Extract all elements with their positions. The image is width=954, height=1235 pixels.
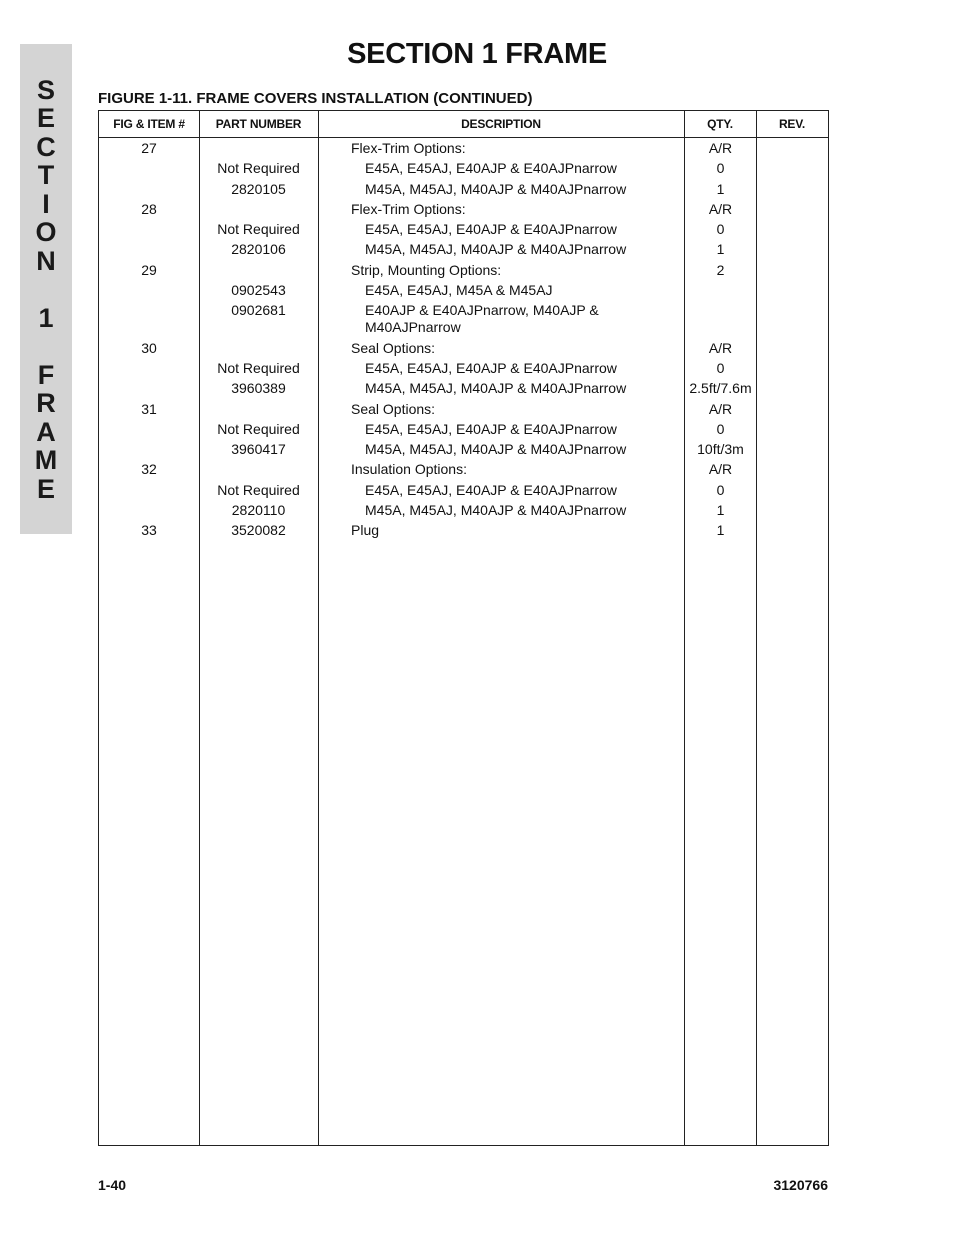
row-quantity: 0 bbox=[716, 160, 725, 177]
row-description: M45A, M45AJ, M40AJP & M40AJPnarrow bbox=[365, 380, 627, 397]
row-description: Strip, Mounting Options: bbox=[351, 261, 502, 278]
header-divider bbox=[99, 137, 828, 138]
table-row bbox=[99, 360, 830, 377]
side-tab-letter: F bbox=[37, 360, 55, 390]
table-row bbox=[99, 160, 830, 177]
row-part-number: Not Required bbox=[217, 221, 300, 238]
table-row bbox=[99, 461, 830, 478]
table-row bbox=[99, 140, 830, 157]
side-tab-letter: E bbox=[36, 103, 55, 133]
row-quantity: 10ft/3m bbox=[697, 441, 744, 458]
row-item-number: 31 bbox=[141, 400, 157, 417]
page-title: SECTION 1 FRAME bbox=[347, 38, 607, 70]
table-row bbox=[99, 221, 830, 238]
header-part-number: PART NUMBER bbox=[215, 117, 302, 131]
side-tab-letter: C bbox=[36, 132, 56, 162]
row-item-number: 30 bbox=[141, 339, 157, 356]
row-quantity: 0 bbox=[716, 359, 725, 376]
row-description: E45A, E45AJ, E40AJP & E40AJPnarrow bbox=[365, 420, 617, 437]
table-row bbox=[99, 241, 830, 258]
row-quantity: A/R bbox=[708, 140, 733, 156]
side-tab-letter: E bbox=[36, 474, 55, 504]
row-quantity: A/R bbox=[708, 461, 733, 478]
table-row bbox=[99, 201, 830, 218]
row-quantity: 0 bbox=[716, 221, 725, 238]
row-description: Insulation Options: bbox=[351, 461, 467, 478]
row-quantity: 1 bbox=[716, 502, 725, 519]
row-description: Flex-Trim Options: bbox=[351, 200, 466, 217]
row-item-number: 27 bbox=[141, 140, 157, 156]
side-tab-letter: 1 bbox=[38, 303, 54, 333]
side-tab-letter: S bbox=[36, 75, 55, 105]
row-part-number: 0902681 bbox=[231, 302, 286, 319]
row-description: Seal Options: bbox=[351, 339, 436, 356]
row-description: M45A, M45AJ, M40AJP & M40AJPnarrow bbox=[365, 180, 627, 197]
row-item-number: 29 bbox=[141, 261, 157, 278]
row-quantity: A/R bbox=[708, 400, 733, 417]
row-part-number: Not Required bbox=[217, 420, 300, 437]
row-description: M45A, M45AJ, M40AJP & M40AJPnarrow bbox=[365, 502, 627, 519]
row-description: M45A, M45AJ, M40AJP & M40AJPnarrow bbox=[365, 441, 627, 458]
row-quantity: 1 bbox=[716, 241, 725, 258]
header-rev: REV. bbox=[778, 117, 806, 131]
row-item-number: 32 bbox=[141, 461, 157, 478]
row-quantity: A/R bbox=[708, 339, 733, 356]
row-part-number: 0902543 bbox=[231, 282, 286, 299]
row-part-number: 3960389 bbox=[231, 380, 286, 397]
figure-title: FIGURE 1-11. FRAME COVERS INSTALLATION (CONTINUED) bbox=[98, 90, 533, 107]
row-part-number: 3960417 bbox=[231, 441, 286, 458]
row-item-number: 33 bbox=[141, 522, 157, 539]
row-description: M45A, M45AJ, M40AJP & M40AJPnarrow bbox=[365, 241, 627, 258]
row-part-number: 2820105 bbox=[231, 180, 286, 197]
row-description: E45A, E45AJ, E40AJP & E40AJPnarrow bbox=[365, 160, 617, 177]
table-row bbox=[99, 522, 830, 539]
table-row bbox=[99, 302, 830, 336]
table-row bbox=[99, 380, 830, 397]
row-part-number: Not Required bbox=[217, 359, 300, 376]
row-description: E45A, E45AJ, E40AJP & E40AJPnarrow bbox=[365, 481, 617, 498]
header-qty: QTY. bbox=[707, 117, 733, 131]
table-row bbox=[99, 482, 830, 499]
row-description: Plug bbox=[351, 522, 380, 539]
row-description: E45A, E45AJ, M45A & M45AJ bbox=[365, 282, 553, 299]
table-row bbox=[99, 340, 830, 357]
row-quantity: A/R bbox=[708, 200, 733, 217]
side-tab-letter: T bbox=[37, 160, 55, 190]
row-part-number: 3520082 bbox=[231, 522, 286, 539]
row-quantity: 0 bbox=[716, 420, 725, 437]
side-tab-letter: N bbox=[36, 246, 56, 276]
table-row bbox=[99, 282, 830, 299]
header-fig-item: FIG & ITEM # bbox=[113, 117, 185, 131]
side-tab-letter: A bbox=[36, 417, 56, 447]
document-number: 3120766 bbox=[773, 1177, 828, 1193]
row-description: E45A, E45AJ, E40AJP & E40AJPnarrow bbox=[365, 221, 617, 238]
header-description: DESCRIPTION bbox=[461, 117, 541, 131]
table-row bbox=[99, 421, 830, 438]
table-row bbox=[99, 262, 830, 279]
row-part-number: Not Required bbox=[217, 160, 300, 177]
side-tab-letter: O bbox=[35, 217, 57, 247]
row-quantity: 2 bbox=[716, 261, 725, 278]
row-quantity: 0 bbox=[716, 481, 725, 498]
row-part-number: 2820110 bbox=[231, 502, 286, 519]
row-description: E45A, E45AJ, E40AJP & E40AJPnarrow bbox=[365, 359, 617, 376]
row-description: Seal Options: bbox=[351, 400, 436, 417]
row-part-number: Not Required bbox=[217, 481, 300, 498]
side-tab-letter: M bbox=[34, 445, 58, 475]
table-row bbox=[99, 502, 830, 519]
side-tab-letter: R bbox=[36, 388, 56, 418]
page-number: 1-40 bbox=[98, 1177, 127, 1193]
row-quantity: 2.5ft/7.6m bbox=[689, 380, 752, 397]
row-quantity: 1 bbox=[716, 522, 725, 539]
row-item-number: 28 bbox=[141, 200, 157, 217]
row-description: E40AJP & E40AJPnarrow, M40AJP & M40AJPnarrow bbox=[365, 302, 599, 336]
table-body bbox=[99, 140, 830, 543]
row-description: Flex-Trim Options: bbox=[351, 140, 466, 156]
section-side-tab bbox=[20, 44, 72, 534]
side-tab-letter: I bbox=[42, 189, 50, 219]
row-quantity: 1 bbox=[716, 180, 725, 197]
table-row bbox=[99, 441, 830, 458]
parts-table bbox=[98, 110, 829, 1146]
table-row bbox=[99, 181, 830, 198]
row-part-number: 2820106 bbox=[231, 241, 286, 258]
table-row bbox=[99, 401, 830, 418]
